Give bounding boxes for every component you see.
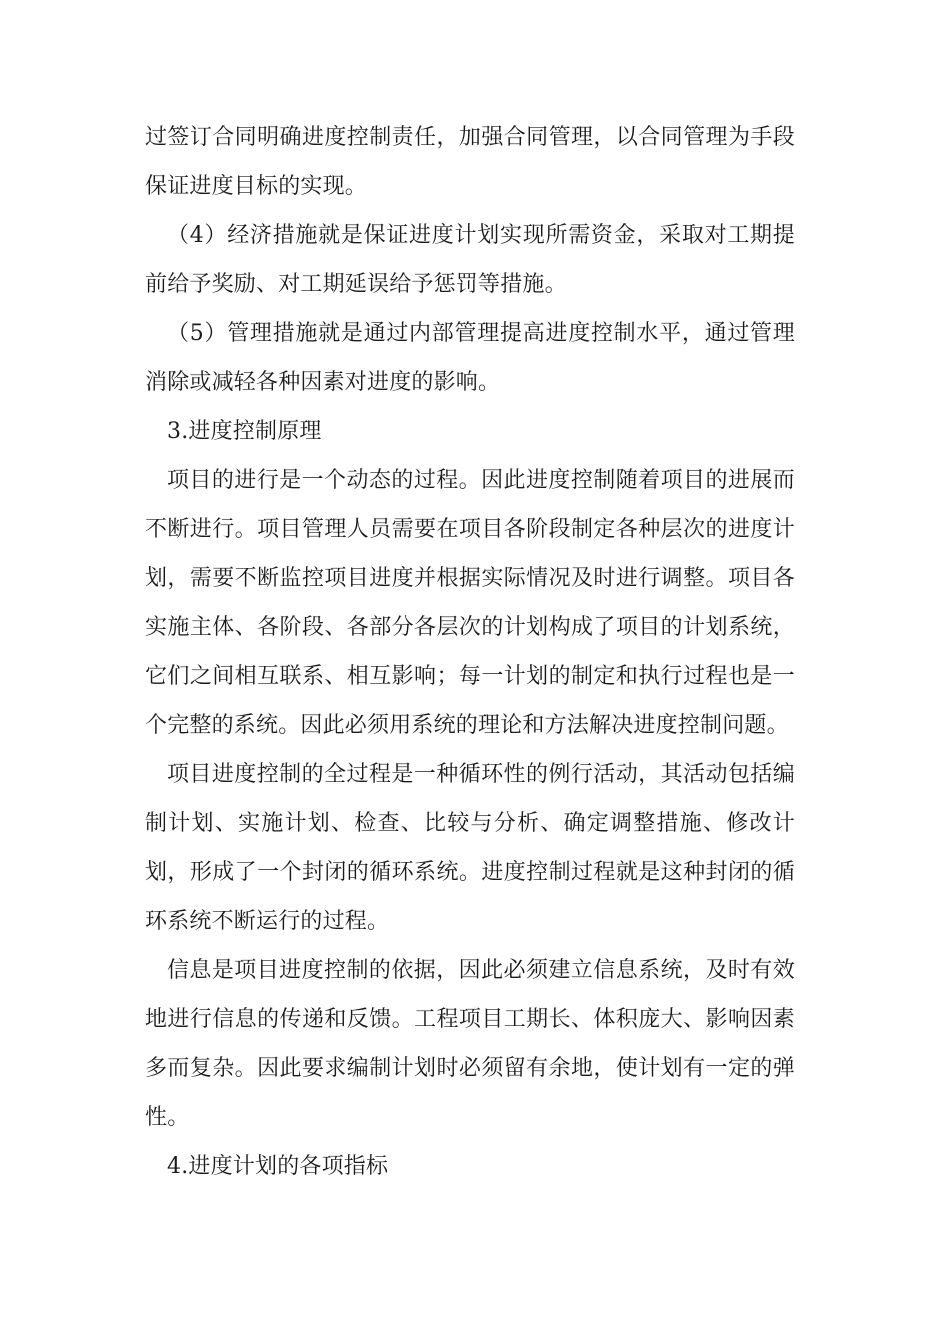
section-heading-3: 3.进度控制原理 xyxy=(167,419,322,444)
section-heading-4: 4.进度计划的各项指标 xyxy=(167,1154,389,1179)
paragraph-economic-measures: （4）经济措施就是保证进度计划实现所需资金，采取对工期提前给予奖励、对工期延误给予惩罚等措施。 xyxy=(145,223,795,297)
paragraph-dynamic-process: 项目的进行是一个动态的过程。因此进度控制随着项目的进展而不断进行。项目管理人员需要在项目各阶段制定各种层次的进度计划，需要不断监控项目进度并根据实际情况及时进行调整。项目各实施主体、各阶段、各部分各层次的计划构成了项目的计划系统，它们之间相互联系、相互影响；每一计划的制定和执行过程也是一个完整的系统。因此必须用系统的理论和方法解决进度控制问题。 xyxy=(145,468,795,738)
paragraph-contract-management: 过签订合同明确进度控制责任，加强合同管理，以合同管理为手段保证进度目标的实现。 xyxy=(145,125,795,199)
paragraph-management-measures: （5）管理措施就是通过内部管理提高进度控制水平，通过管理消除或减轻各种因素对进度的影响。 xyxy=(145,321,795,395)
paragraph-information-system: 信息是项目进度控制的依据，因此必须建立信息系统，及时有效地进行信息的传递和反馈。工程项目工期长、体积庞大、影响因素多而复杂。因此要求编制计划时必须留有余地，使计划有一定的弹性。 xyxy=(145,958,795,1130)
document-body xyxy=(145,113,795,1191)
paragraph-control-cycle: 项目进度控制的全过程是一种循环性的例行活动，其活动包括编制计划、实施计划、检查、比较与分析、确定调整措施、修改计划，形成了一个封闭的循环系统。进度控制过程就是这种封闭的循环系统不断运行的过程。 xyxy=(145,762,795,934)
